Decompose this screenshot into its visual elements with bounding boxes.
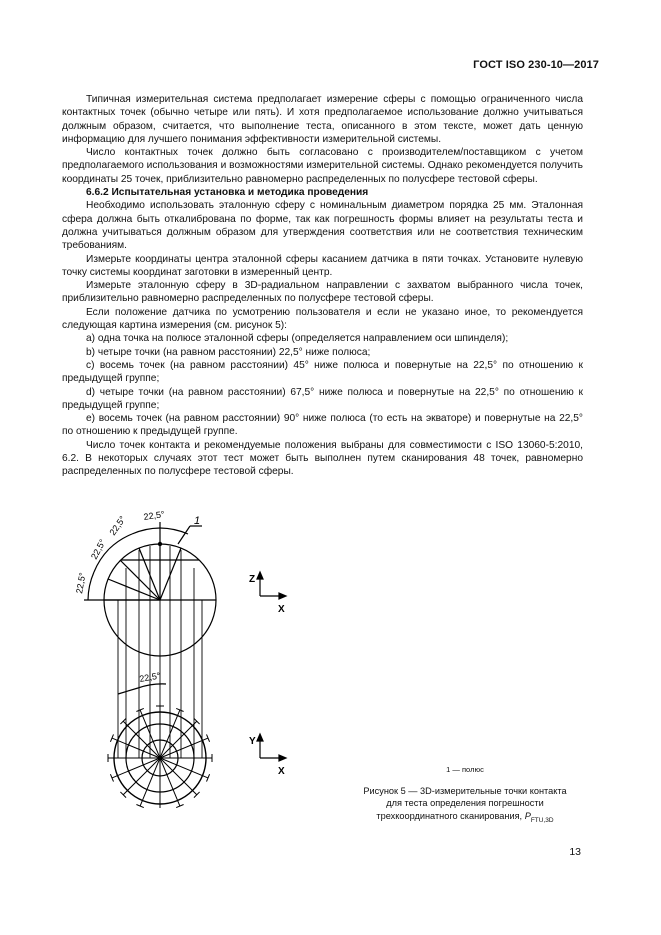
figure-5-drawing bbox=[60, 508, 330, 808]
main-text bbox=[62, 93, 583, 479]
measurement-spoke bbox=[140, 710, 159, 755]
paragraph: Число точек контакта и рекомендуемые положения выбраны для совместимости с ISO 13060-5:2010, 6.2. В некоторых случаях этот тест может быть выполнен путем сканирования 48 точек, равномерно распределенных по полусфере тестовой сферы. bbox=[62, 439, 583, 478]
measurement-spoke bbox=[140, 761, 159, 806]
list-item-e: e) восемь точек (на равном расстоянии) 90° ниже полюса (то есть на экваторе) и повернутые на 22,5° по отношению к предыдущей группе. bbox=[62, 413, 583, 438]
list-item-c: c) восемь точек (на равном расстоянии) 45° ниже полюса и повернутые на 22,5° по отношению к предыдущей группе; bbox=[62, 359, 583, 385]
pole-label: 1 bbox=[194, 515, 201, 527]
angle-label: 22,5° bbox=[142, 509, 166, 522]
figure-caption bbox=[334, 764, 596, 827]
list-item-a: a) одна точка на полюсе эталонной сферы (определяется направлением оси шпинделя); bbox=[86, 333, 509, 345]
angle-label: 22,5° bbox=[74, 571, 88, 595]
standard-header: ГОСТ ISO 230-10—2017 bbox=[473, 59, 599, 71]
axis-label-x: X bbox=[278, 766, 285, 777]
section-heading: 6.6.2 Испытательная установка и методика проведения bbox=[86, 187, 369, 199]
axis-label-z: Z bbox=[249, 574, 256, 585]
caption-line bbox=[334, 810, 596, 827]
paragraph: Необходимо использовать эталонную сферу с номинальным диаметром порядка 25 мм. Эталонная сфера должна быть откалиброванa по форме, так как погрешность формы влияет на результаты теста и должна учитываться должным образом для утверждения соответствия или не соответствия техническим требованиям. bbox=[62, 200, 583, 252]
measurement-spoke bbox=[161, 761, 180, 806]
list-item-b: b) четыре точки (на равном расстоянии) 22,5° ниже полюса; bbox=[86, 346, 371, 358]
caption-text: трехкоординатного сканирования, bbox=[376, 810, 523, 821]
measurement-spoke bbox=[123, 760, 158, 795]
page-number: 13 bbox=[569, 846, 581, 858]
measurement-spoke bbox=[163, 759, 208, 778]
paragraph: Число контактных точек должно быть согласовано с производителем/поставщиком с учетом предполагаемого использования и возможностями измерительной системы. Однако рекомендуется получить координаты 25 точек, приблизительно равномерно распределенных по полусфере тестовой сферы. bbox=[62, 147, 583, 185]
paragraph: Измерьте координаты центра эталонной сферы касанием датчика в пяти точках. Установите нулевую точку системы координат заготовки в измеренный центр. bbox=[62, 253, 583, 278]
caption-symbol: P bbox=[524, 810, 531, 821]
axis-label-x: X bbox=[278, 604, 285, 615]
list-item-d: d) четыре точки (на равном расстоянии) 67,5° ниже полюса и повернутые на 22,5° по отношению к предыдущей группе; bbox=[62, 386, 583, 411]
measurement-spoke bbox=[112, 759, 157, 778]
measurement-spoke bbox=[162, 760, 197, 795]
axis-label-y: Y bbox=[249, 736, 256, 747]
measurement-spoke bbox=[161, 710, 180, 755]
angle-label: 22,5° bbox=[88, 537, 108, 561]
caption-line: для теста определения погрешности bbox=[386, 798, 544, 809]
caption-line: Рисунок 5 — 3D-измерительные точки контакта bbox=[363, 785, 567, 796]
paragraph: Если положение датчика по усмотрению пользователя и если не указано иное, то рекомендуется следующая картина измерения (см. рисунок 5): bbox=[62, 306, 583, 332]
measurement-spoke bbox=[123, 721, 158, 756]
figure-legend: 1 — полюс bbox=[446, 765, 484, 774]
angle-label: 22,5° bbox=[107, 514, 128, 538]
paragraph: Типичная измерительная система предполагает измерение сферы с помощью ограниченного числа контактных точек (обычно четыре или пять). И хотя предполагаемое использование должно учитываться должным образом, считается, что выполнение теста, описанного в этом тексте, может дать ценную информацию для лучшего понимания эффективности измерительной системы. bbox=[62, 94, 583, 145]
paragraph: Измерьте эталонную сферу в 3D-радиальном направлении с захватом выбранного числа точек, приблизительно равномерно распределенных по полусфере тестовой сферы. bbox=[62, 280, 583, 305]
measurement-spoke bbox=[162, 721, 197, 756]
caption-subscript: FTU,3D bbox=[530, 816, 554, 824]
angle-label: 22,5° bbox=[138, 670, 162, 684]
